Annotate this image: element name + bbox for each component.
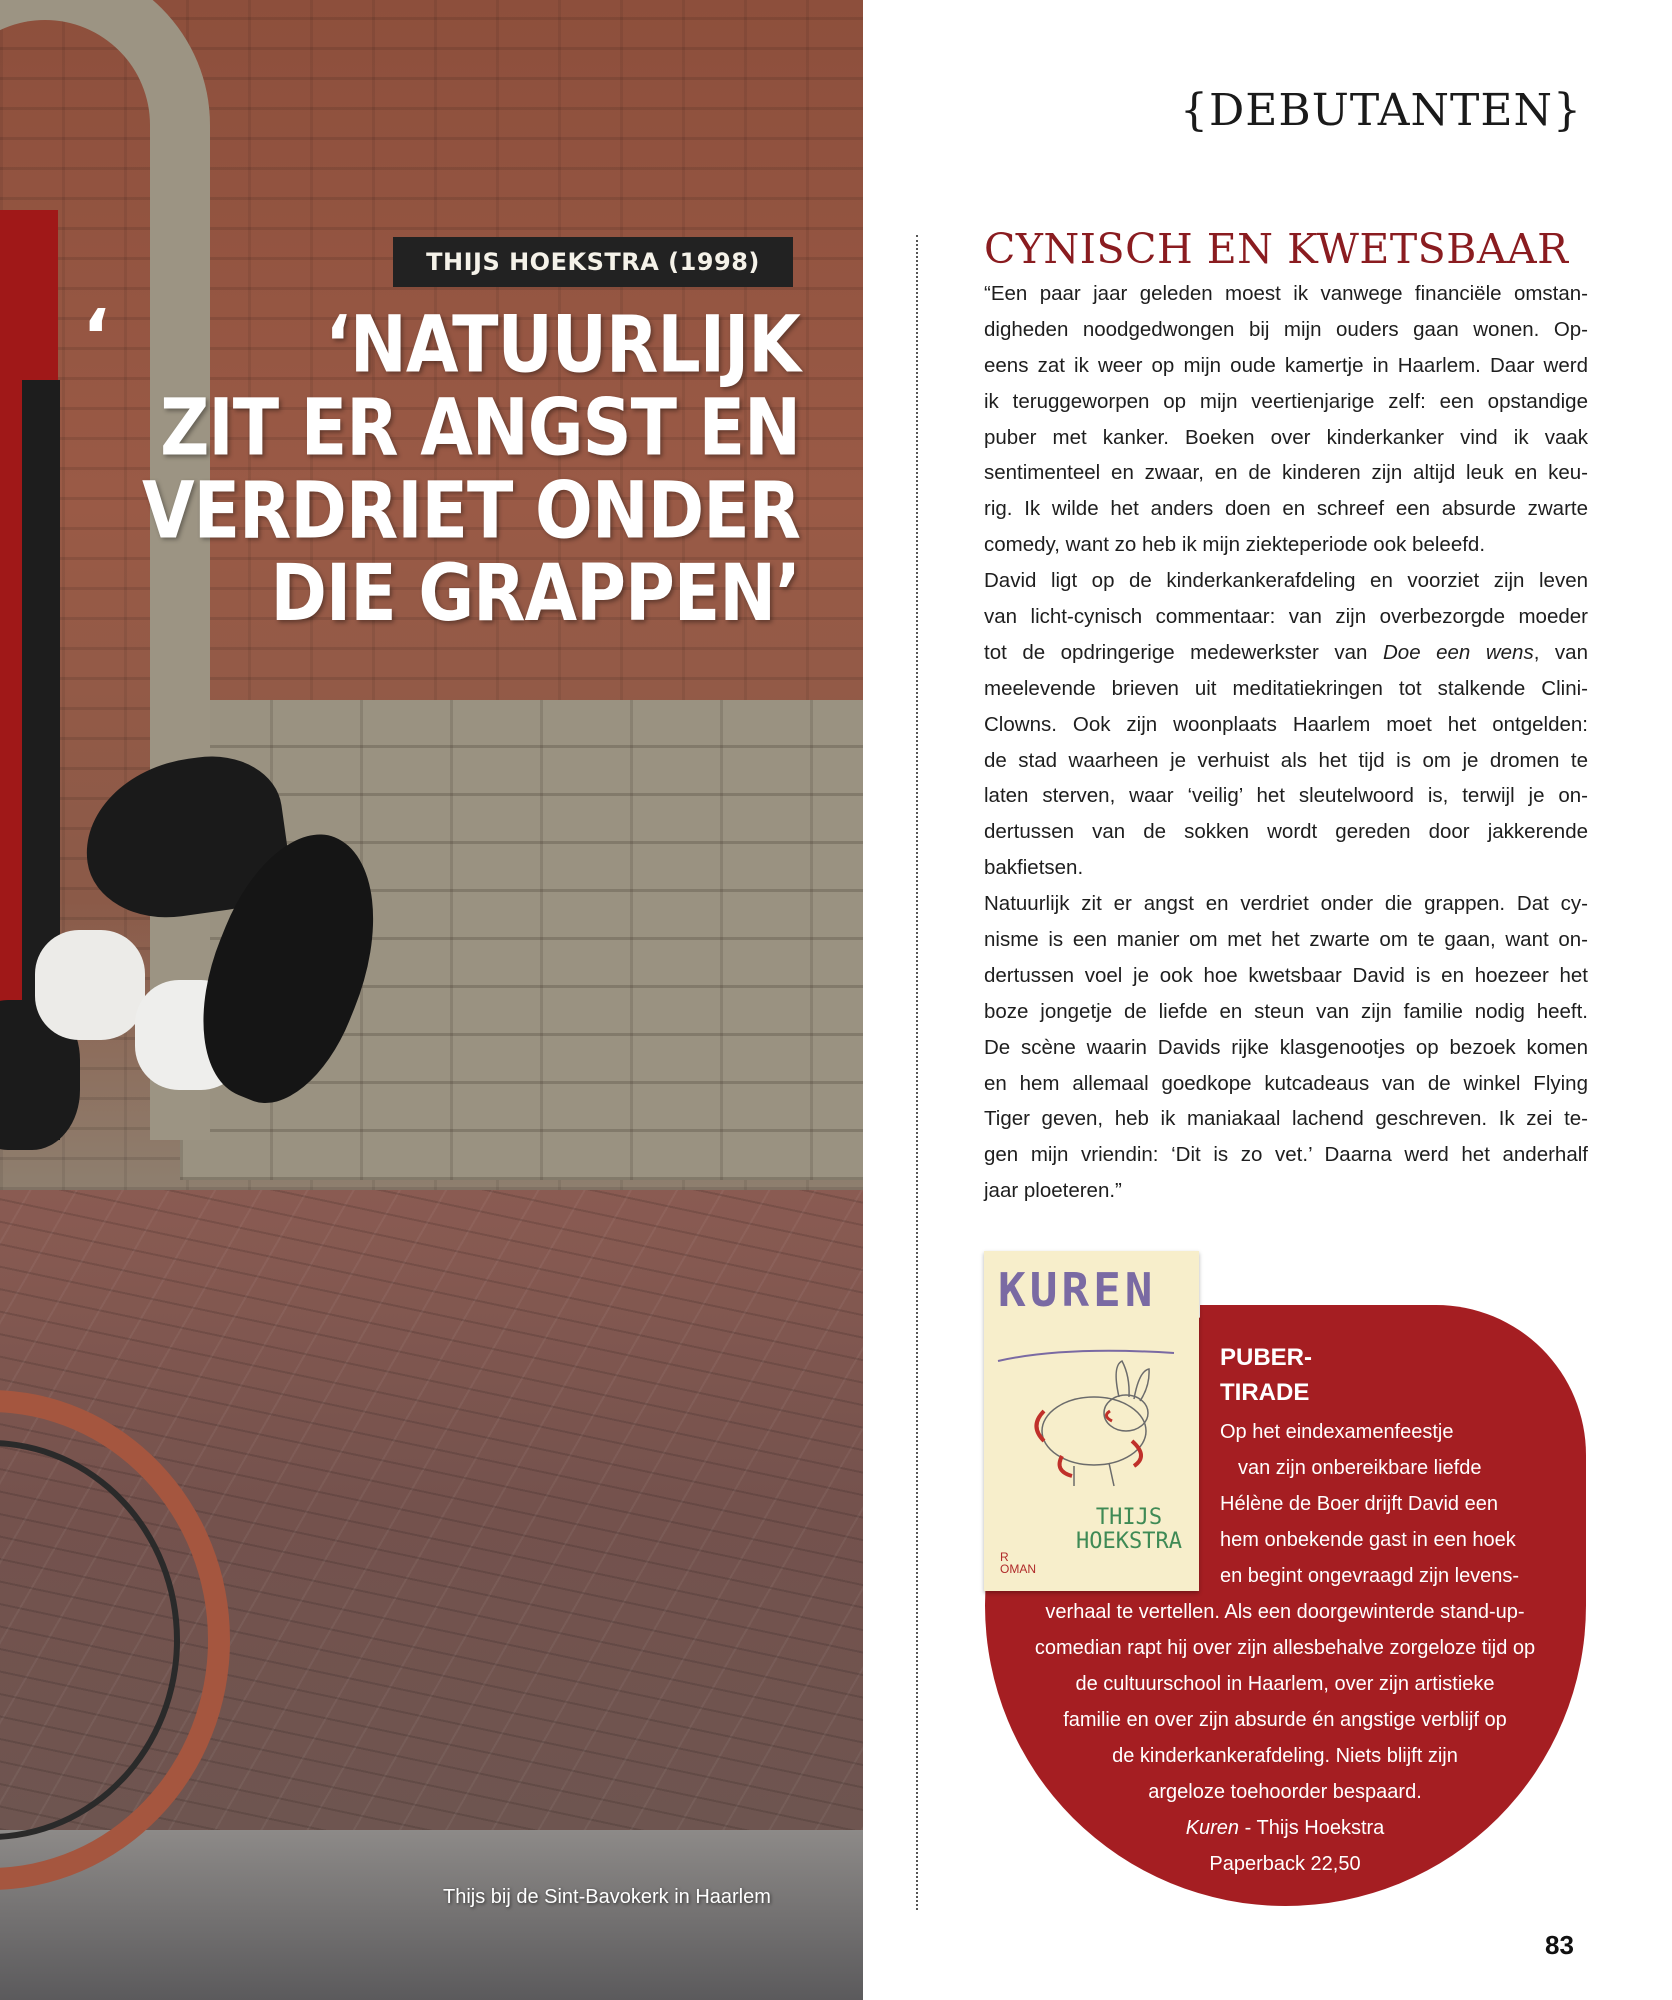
box-line: argeloze toehoorder bespaard. xyxy=(1148,1781,1422,1803)
box-line: familie en over zijn absurde én angstige verblijf op xyxy=(1063,1709,1507,1731)
book-cover-author-line: THIJS xyxy=(1095,1505,1163,1530)
quote-mark: ‘ xyxy=(82,294,111,380)
book-cover-title: KUREN xyxy=(998,1263,1157,1317)
headline-line: DIE GRAPPEN’ xyxy=(270,548,800,640)
photo-caption: Thijs bij de Sint-Bavokerk in Haarlem xyxy=(443,1886,771,1908)
book-credit-title: Kuren xyxy=(1185,1817,1240,1839)
box-line: van zijn onbereikbare liefde xyxy=(1238,1457,1482,1479)
headline-line: ‘NATUURLIJK xyxy=(325,300,800,392)
book-price: Paperback 22,50 xyxy=(1209,1853,1361,1875)
headline-line: ZIT ER ANGST EN xyxy=(160,383,800,475)
body-line: “Een paar jaar geleden moest ik vanwege financiële omstan- xyxy=(984,282,1588,305)
body-line: boze jongetje de liefde en steun van zijn familie nodig heeft. xyxy=(984,999,1588,1023)
headline-line: VERDRIET ONDER xyxy=(141,466,800,557)
book-credit-author: - Thijs Hoekstra xyxy=(1239,1817,1385,1839)
book-cover xyxy=(984,1251,1199,1591)
italic-title: Doe een wens xyxy=(1382,640,1534,664)
page-number: 83 xyxy=(1545,1930,1574,1960)
body-line: meelevende brieven uit meditatiekringen tot stalkende Clini- xyxy=(984,676,1588,700)
box-line: Hélène de Boer drijft David een xyxy=(1220,1493,1498,1515)
body-line: ik teruggeworpen op mijn veertienjarige zelf: een opstandige xyxy=(984,389,1588,413)
body-line: digheden noodgedwongen bij mijn ouders gaan wonen. Op- xyxy=(984,317,1588,341)
body-text: tot de opdringerige medewerkster van xyxy=(984,640,1383,664)
body-line: eens zat ik weer op mijn oude kamertje in Haarlem. Daar werd xyxy=(984,353,1588,377)
article-title: CYNISCH EN KWETSBAAR xyxy=(984,225,1569,273)
box-line: de cultuurschool in Haarlem, over zijn artistieke xyxy=(1075,1673,1495,1695)
curb xyxy=(0,1830,863,2000)
box-heading xyxy=(1220,1340,1312,1410)
author-tag: THIJS HOEKSTRA (1998) xyxy=(393,237,793,287)
box-line: Op het eindexamenfeestje xyxy=(1220,1421,1454,1443)
pull-quote-headline xyxy=(100,300,800,640)
body-line: rig. Ik wilde het anders doen en schreef een absurde zwarte xyxy=(984,497,1588,521)
body-line: Natuurlijk zit er angst en verdriet onder die grappen. Dat cy- xyxy=(984,892,1588,916)
body-line: jaar ploeteren.” xyxy=(984,1179,1122,1203)
body-line: dertussen voel je ook hoe kwetsbaar David is en hoezeer het xyxy=(984,963,1588,987)
box-line: comedian rapt hij over zijn allesbehalve zorgeloze tijd op xyxy=(1034,1637,1536,1659)
section-label: {DEBUTANTEN} xyxy=(1180,85,1582,136)
body-line-with-italic xyxy=(984,635,1588,671)
book-cover-author xyxy=(1076,1506,1182,1554)
book-cover-author-line: HOEKSTRA xyxy=(1076,1529,1182,1554)
sock xyxy=(35,930,145,1040)
body-line: de stad waarheen je verhuist als het tijd is om je dromen te xyxy=(984,748,1588,772)
body-line: dertussen van de sokken wordt gereden door jakkerende xyxy=(984,820,1588,844)
body-line: Clowns. Ook zijn woonplaats Haarlem moet het ontgelden: xyxy=(984,712,1588,736)
box-line: hem onbekende gast in een hoek xyxy=(1220,1529,1516,1551)
body-line: puber met kanker. Boeken over kinderkanker vind ik vaak xyxy=(984,425,1588,449)
book-credit xyxy=(990,1810,1580,1846)
dotted-divider xyxy=(916,235,918,1910)
body-line: Tiger geven, heb ik maniakaal lachend geschreven. Ik zei te- xyxy=(984,1107,1588,1131)
body-line: bakfietsen. xyxy=(984,856,1084,880)
body-line: comedy, want zo heb ik mijn ziekteperiode ook beleefd. xyxy=(984,533,1486,557)
box-line: en begint ongevraagd zijn levens- xyxy=(1220,1565,1520,1587)
body-line: sentimenteel en zwaar, en de kinderen zijn altijd leuk en keu- xyxy=(984,461,1588,485)
book-cover-roman: R OMAN xyxy=(1000,1550,1036,1576)
body-line: nisme is een manier om met het zwarte om te gaan, want on- xyxy=(984,928,1588,952)
body-line: en hem allemaal goedkope kutcadeaus van de winkel Flying xyxy=(984,1071,1588,1095)
box-heading-line: TIRADE xyxy=(1220,1379,1310,1406)
body-line: van licht-cynisch commentaar: van zijn overbezorgde moeder xyxy=(984,605,1588,629)
body-line: David ligt op de kinderkankerafdeling en voorziet zijn leven xyxy=(984,569,1588,593)
box-line: verhaal te vertellen. Als een doorgewinterde stand-up- xyxy=(1045,1601,1525,1623)
box-heading-line: PUBER- xyxy=(1220,1344,1313,1371)
body-line: De scène waarin Davids rijke klasgenootjes op bezoek komen xyxy=(984,1035,1588,1059)
article-body xyxy=(984,276,1588,1209)
body-line: laten sterven, waar ‘veilig’ het sleutelwoord is, terwijl je on- xyxy=(984,784,1588,808)
body-line: gen mijn vriendin: ‘Dit is zo vet.’ Daarna werd het anderhalf xyxy=(984,1143,1588,1167)
box-line: de kinderkankerafdeling. Niets blijft zijn xyxy=(1112,1745,1458,1767)
body-text: , van xyxy=(1533,640,1588,664)
